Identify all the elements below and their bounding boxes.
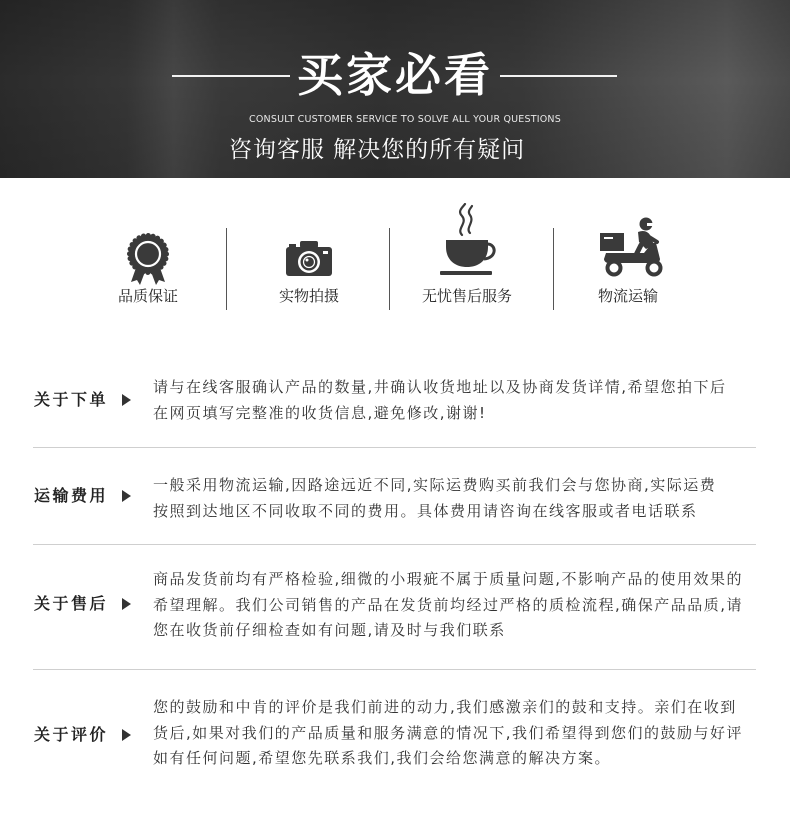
- section-heading-shipping-cost: 运输费用: [34, 486, 109, 505]
- feature-divider: [389, 228, 390, 310]
- play-triangle-icon: [122, 598, 131, 610]
- section-line: 按照到达地区不同收取不同的费用。具体费用请咨询在线客服或者电话联系: [153, 501, 698, 520]
- section-divider: [33, 544, 756, 545]
- feature-divider: [553, 228, 554, 310]
- feature-label-quality: 品质保证: [117, 287, 178, 305]
- play-triangle-icon: [122, 729, 131, 741]
- section-line: 商品发货前均有严格检验,细微的小瑕疵不属于质量问题,不影响产品的使用效果的: [153, 570, 744, 588]
- play-triangle-icon: [122, 394, 131, 406]
- section-line: 在网页填写完整准的收货信息,避免修改,谢谢!: [153, 403, 487, 422]
- section-line: 如有任何问题,希望您先联系我们,我们会给您满意的解决方案。: [153, 749, 612, 767]
- delivery-scooter-icon: [596, 215, 668, 279]
- page-title: 买家必看: [297, 48, 493, 102]
- header-banner: [0, 0, 790, 178]
- section-line: 您在收货前仔细检查如有问题,请及时与我们联系: [153, 621, 506, 639]
- section-heading-reviews: 关于评价: [34, 725, 109, 744]
- feature-divider: [226, 228, 227, 310]
- section-line: 货后,如果对我们的产品质量和服务满意的情况下,我们希望得到您们的鼓励与好评: [153, 723, 744, 742]
- section-body-ordering: [153, 375, 779, 426]
- camera-icon: [285, 240, 333, 278]
- feature-label-after-sales: 无忧售后服务: [421, 287, 512, 305]
- section-body-after-sales: [153, 567, 779, 644]
- feature-label-logistics: 物流运输: [597, 287, 658, 305]
- feature-label-real-photo: 实物拍摄: [278, 287, 339, 305]
- section-heading-after-sales: 关于售后: [34, 594, 109, 613]
- section-body-reviews: [153, 695, 779, 772]
- section-line: 一般采用物流运输,因路途远近不同,实际运费购买前我们会与您协商,实际运费: [153, 476, 717, 494]
- section-line: 希望理解。我们公司销售的产品在发货前均经过严格的质检流程,确保产品品质,请: [153, 595, 744, 614]
- section-heading-ordering: 关于下单: [34, 390, 109, 409]
- subtitle-chinese: 咨询客服 解决您的所有疑问: [228, 137, 526, 163]
- section-divider: [33, 669, 756, 670]
- section-line: 请与在线客服确认产品的数量,井确认收货地址以及协商发货详情,希望您拍下后: [153, 378, 727, 396]
- award-ribbon-icon: [123, 232, 173, 286]
- section-line: 您的鼓励和中肯的评价是我们前进的动力,我们感激亲们的鼓和支持。亲们在收到: [153, 698, 737, 716]
- section-divider: [33, 447, 756, 448]
- play-triangle-icon: [122, 490, 131, 502]
- section-body-shipping-cost: [153, 473, 779, 524]
- subtitle-english: CONSULT CUSTOMER SERVICE TO SOLVE ALL YOUR QUESTIONS: [249, 114, 561, 125]
- coffee-cup-icon: [438, 203, 498, 279]
